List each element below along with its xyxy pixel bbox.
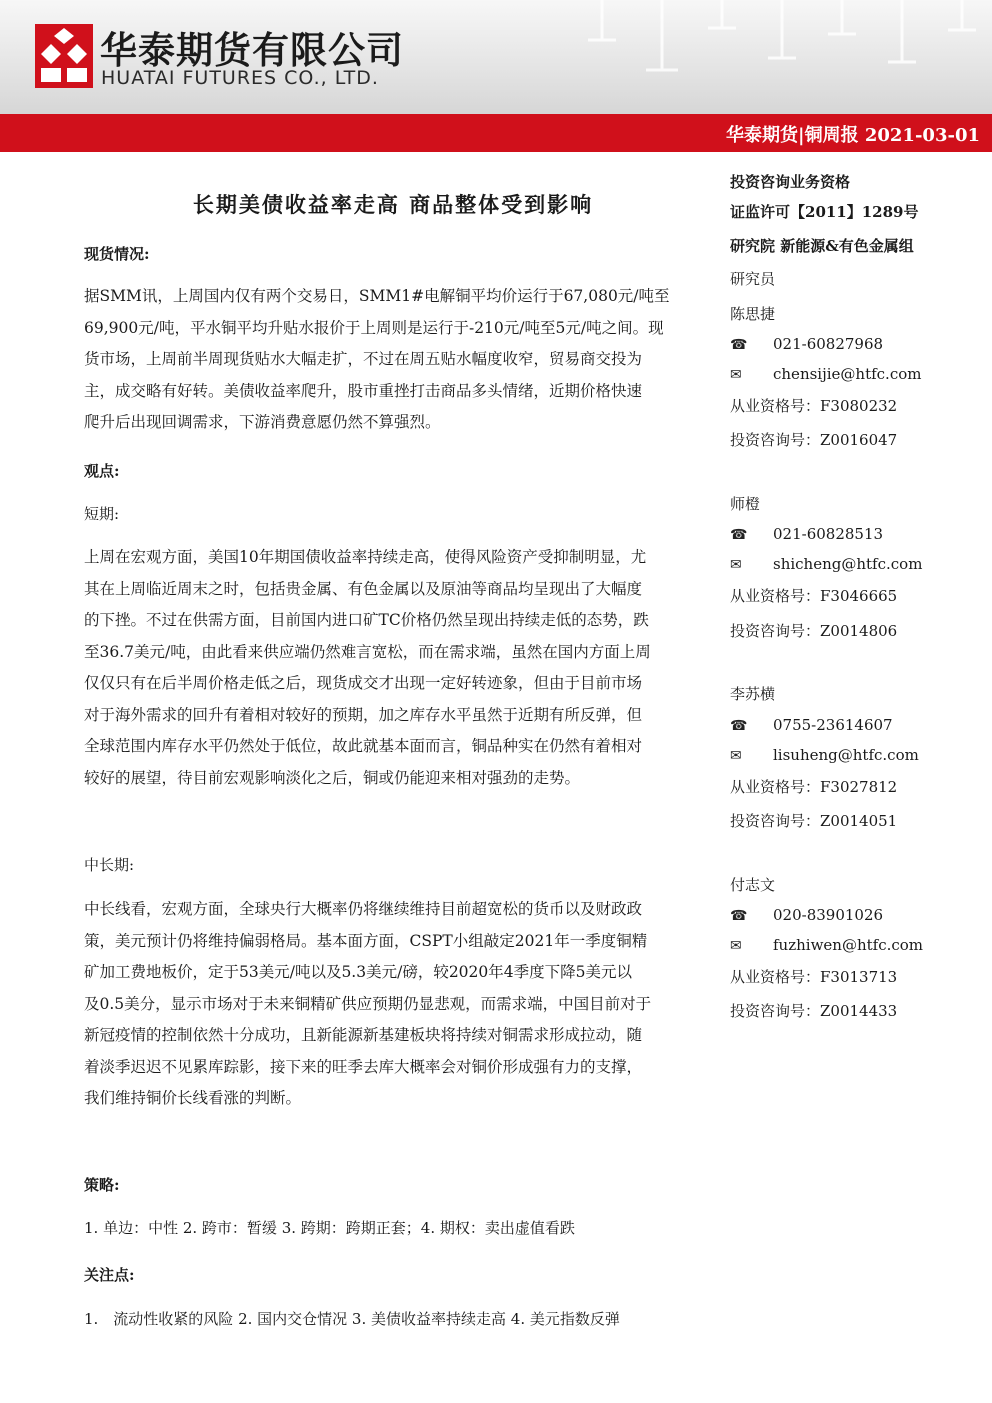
spot-heading: 现货情况:	[84, 245, 150, 263]
department-line: 研究院 新能源&有色金属组	[730, 237, 914, 255]
company-name-cn: 华泰期货有限公司	[100, 29, 404, 72]
analyst-phone: 021-60827968	[773, 335, 884, 353]
views-heading: 观点:	[84, 462, 120, 480]
strategy-heading: 策略:	[84, 1176, 120, 1194]
analyst-name: 师橙	[730, 495, 761, 513]
phone-icon: ☎	[730, 718, 748, 734]
page-header	[0, 0, 992, 114]
mail-icon: ✉	[730, 557, 742, 573]
phone-icon: ☎	[730, 527, 748, 543]
analyst-cert: 从业资格号：F3013713	[730, 968, 898, 986]
analyst-cert: 从业资格号：F3046665	[730, 587, 898, 605]
short-term-paragraph: 上周在宏观方面，美国10年期国债收益率持续走高，使得风险资产受抑制明显，尤 其在上周临近周末之时，包括贵金属、有色金属以及原油等商品均呈现出了大幅度 的下挫。不过在供需方面，目前国内进口矿TC价格仍然呈现出持续走低的态势，跌 至36.7美元/吨，由此看来供应端仍然难言宽松，而在需求端，虽然在国内方面上周 仅仅只有在后半周价格走低之后，现货成交才出现一定好转迹象，但由于目前市场 对于海外需求的回升有着相对较好的预期，加之库存水平虽然于近期有所反弹，但 全球范围内库存水平仍然处于低位，故此就基本面而言，铜品种实在仍然有着相对 较好的展望，待目前宏观影响淡化之后，铜或仍能迎来相对强劲的走势。	[84, 548, 651, 787]
company-logo	[35, 24, 93, 88]
analyst-email[interactable]: chensijie@htfc.com	[773, 365, 922, 383]
header-decoration	[572, 0, 992, 114]
analyst-advisory: 投资咨询号：Z0014433	[730, 1002, 898, 1020]
phone-icon: ☎	[730, 908, 748, 924]
analyst-email[interactable]: shicheng@htfc.com	[773, 555, 923, 573]
analyst-name: 陈思捷	[730, 305, 776, 323]
analyst-advisory: 投资咨询号：Z0016047	[730, 431, 898, 449]
long-term-label: 中长期:	[84, 856, 135, 874]
phone-icon: ☎	[730, 337, 748, 353]
focus-heading: 关注点:	[84, 1266, 135, 1284]
focus-text: 1. 流动性收紧的风险 2. 国内交仓情况 3. 美债收益率持续走高 4. 美元指数反弹	[84, 1310, 620, 1328]
analyst-name: 李苏横	[730, 685, 776, 703]
long-term-paragraph: 中长线看，宏观方面，全球央行大概率仍将继续维持目前超宽松的货币以及财政政 策，美元预计仍将维持偏弱格局。基本面方面，CSPT小组敲定2021年一季度铜精 矿加工费地板价，定于53美元/吨以及5.3美元/磅，较2020年4季度下降5美元以 及0.5美分，显示市场对于未来铜精矿供应预期仍显悲观，而需求端，中国目前对于 新冠疫情的控制依然十分成功，且新能源新基建板块将持续对铜需求形成拉动，随 着淡季迟迟不见累库踪影，接下来的旺季去库大概率会对铜价形成强有力的支撑， 我们维持铜价长线看涨的判断。	[84, 900, 652, 1107]
article-title: 长期美债收益率走高 商品整体受到影响	[192, 192, 594, 217]
analyst-advisory: 投资咨询号：Z0014806	[730, 622, 898, 640]
analyst-advisory: 投资咨询号：Z0014051	[730, 812, 898, 830]
report-tag: 华泰期货|铜周报 2021-03-01	[726, 125, 980, 146]
analyst-cert: 从业资格号：F3080232	[730, 397, 898, 415]
analyst-name: 付志文	[730, 876, 776, 894]
analyst-cert: 从业资格号：F3027812	[730, 778, 898, 796]
analyst-phone: 020-83901026	[773, 906, 884, 924]
mail-icon: ✉	[730, 748, 742, 764]
spot-paragraph: 据SMM讯，上周国内仅有两个交易日，SMM1#电解铜平均价运行于67,080元/吨至 69,900元/吨，平水铜平均升贴水报价于上周则是运行于-210元/吨至5元/吨之间。现 货市场，上周前半周现货贴水大幅走扩，不过在周五贴水幅度收窄，贸易商交投为 主，成交略有好转。美债收益率爬升，股市重挫打击商品多头情绪，近期价格快速 爬升后出现回调需求，下游消费意愿仍然不算强烈。	[84, 287, 670, 431]
license-line: 证监许可【2011】1289号	[730, 203, 919, 221]
analyst-email[interactable]: lisuheng@htfc.com	[773, 746, 919, 764]
mail-icon: ✉	[730, 938, 742, 954]
mail-icon: ✉	[730, 367, 742, 383]
qualification-line: 投资咨询业务资格	[730, 173, 851, 191]
analyst-phone: 021-60828513	[773, 525, 884, 543]
role-label: 研究员	[730, 270, 776, 288]
short-term-label: 短期:	[84, 505, 120, 523]
analyst-phone: 0755-23614607	[773, 716, 893, 734]
strategy-text: 1. 单边：中性 2. 跨市：暂缓 3. 跨期：跨期正套；4. 期权：卖出虚值看跌	[84, 1219, 575, 1237]
analyst-email[interactable]: fuzhiwen@htfc.com	[773, 936, 924, 954]
company-name-en: HUATAI FUTURES CO., LTD.	[101, 67, 379, 89]
